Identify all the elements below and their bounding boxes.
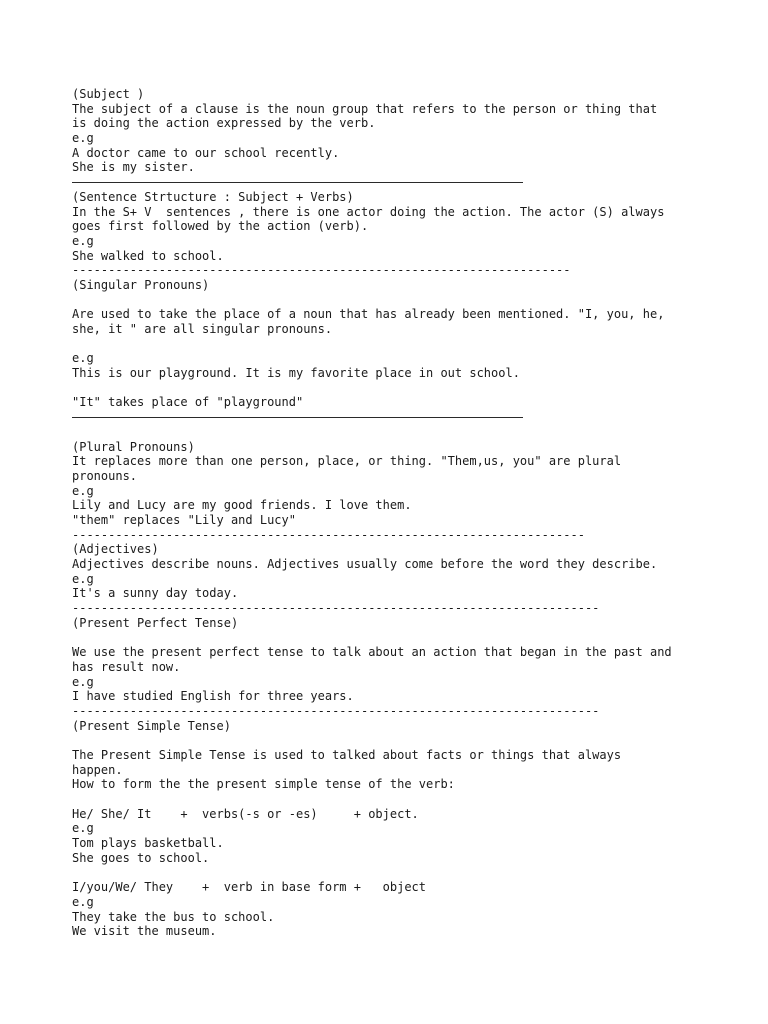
- simple-heading: (Present Simple Tense): [72, 718, 231, 733]
- structure-heading: (Sentence Strtucture : Subject + Verbs): [72, 189, 354, 204]
- plural-eg: e.g: [72, 483, 94, 498]
- simple-example-1: Tom plays basketball.: [72, 836, 224, 851]
- simple-text-line-3: How to form the the present simple tense of the verb:: [72, 777, 455, 792]
- adjectives-example-1: It's a sunny day today.: [72, 586, 239, 601]
- subject-example-1: A doctor came to our school recently.: [72, 145, 340, 160]
- blank-line: [72, 293, 728, 308]
- divider-rule: [72, 410, 728, 425]
- plural-text-line-2: pronouns.: [72, 468, 138, 483]
- dashed-divider: -----------------------------------------------------------------------: [72, 527, 585, 542]
- singular-example-1: This is our playground. It is my favorite place in out school.: [72, 366, 520, 381]
- blank-line: [72, 630, 728, 645]
- subject-example-2: She is my sister.: [72, 160, 195, 175]
- perfect-eg: e.g: [72, 674, 94, 689]
- simple-formula-1: He/ She/ It + verbs(-s or -es) + object.: [72, 806, 419, 821]
- structure-example-1: She walked to school.: [72, 248, 224, 263]
- singular-text-line-2: she, it " are all singular pronouns.: [72, 322, 333, 336]
- subject-eg: e.g: [72, 131, 94, 146]
- perfect-example-1: I have studied English for three years.: [72, 689, 354, 704]
- dashed-divider: ---------------------------------------------------------------------: [72, 263, 571, 278]
- blank-line: [72, 381, 728, 396]
- simple-eg-2: e.g: [72, 894, 94, 909]
- singular-text-line-1: Are used to take the place of a noun that has already been mentioned. "I, you, he,: [72, 307, 665, 322]
- plural-example-1: Lily and Lucy are my good friends. I love them.: [72, 498, 412, 513]
- blank-line: [72, 865, 728, 880]
- adjectives-heading: (Adjectives): [72, 542, 159, 557]
- blank-line: [72, 792, 728, 807]
- perfect-text-line-1: We use the present perfect tense to talk about an action that began in the past and: [72, 645, 672, 660]
- simple-example-2: She goes to school.: [72, 850, 210, 865]
- adjectives-eg: e.g: [72, 571, 94, 586]
- singular-heading: (Singular Pronouns): [72, 277, 210, 292]
- subject-heading: (Subject ): [72, 87, 145, 101]
- simple-text-line-2: happen.: [72, 762, 123, 777]
- structure-text-line-2: goes first followed by the action (verb).: [72, 219, 369, 234]
- structure-text-line-1: In the S+ V sentences , there is one actor doing the action. The actor (S) always: [72, 204, 665, 219]
- structure-eg: e.g: [72, 233, 94, 248]
- simple-text-line-1: The Present Simple Tense is used to talked about facts or things that always: [72, 747, 622, 762]
- simple-eg-1: e.g: [72, 821, 94, 836]
- blank-line: [72, 425, 728, 440]
- divider-rule: [72, 175, 728, 190]
- simple-example-4: We visit the museum.: [72, 924, 217, 939]
- blank-line: [72, 733, 728, 748]
- plural-note: "them" replaces "Lily and Lucy": [72, 512, 296, 527]
- dashed-divider: -------------------------------------------------------------------------: [72, 601, 600, 616]
- blank-line: [72, 337, 728, 352]
- plural-heading: (Plural Pronouns): [72, 439, 195, 454]
- dashed-divider: -------------------------------------------------------------------------: [72, 703, 600, 718]
- simple-example-3: They take the bus to school.: [72, 909, 275, 924]
- perfect-text-line-2: has result now.: [72, 659, 181, 674]
- subject-text-line-2: is doing the action expressed by the verb.: [72, 116, 376, 131]
- adjectives-text-line-1: Adjectives describe nouns. Adjectives usually come before the word they describe.: [72, 557, 658, 571]
- simple-formula-2: I/you/We/ They + verb in base form + object: [72, 880, 427, 895]
- singular-eg: e.g: [72, 351, 94, 366]
- plural-text-line-1: It replaces more than one person, place, or thing. "Them,us, you" are plural: [72, 454, 622, 469]
- perfect-heading: (Present Perfect Tense): [72, 615, 239, 630]
- subject-text-line-1: The subject of a clause is the noun group that refers to the person or thing that: [72, 101, 658, 116]
- singular-note: "It" takes place of "playground": [72, 395, 304, 410]
